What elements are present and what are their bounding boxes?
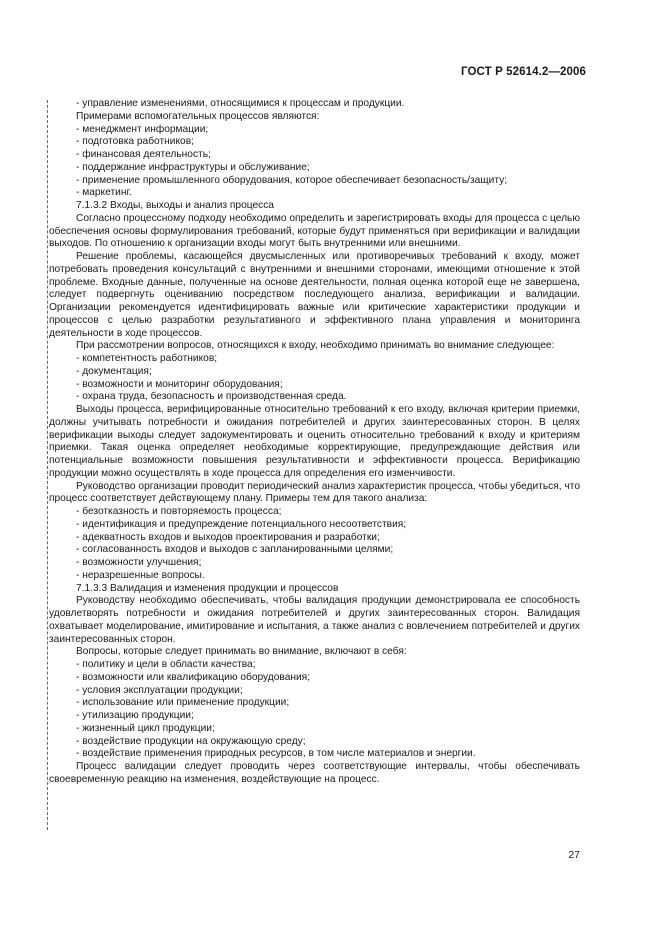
list-item: - возможности или квалификацию оборудования; [76, 671, 311, 683]
paragraph: Руководство организации проводит периодический анализ характеристик процесса, чтобы убедиться, что процесс соответствует действующему плану. Примеры тем для такого анализа: [49, 480, 580, 505]
section-heading-7-1-3-3: 7.1.3.3 Валидация и изменения продукции и процессов [76, 582, 339, 594]
paragraph: Вопросы, которые следует принимать во внимание, включают в себя: [76, 646, 407, 658]
paragraph: Руководству необходимо обеспечивать, чтобы валидация продукции демонстрировала ее способность удовлетворять потребности и ожидания потребителей и других заинтересованных сторон. Валидация охватывает моделирование, имитирование и испытания, а также анализ с вовлечением потребителей и других заинтересованных сторон. [49, 595, 580, 645]
list-item: - безотказность и повторяемость процесса; [76, 506, 282, 517]
list-item: - поддержание инфраструктуры и обслуживание; [76, 161, 310, 173]
paragraph: При рассмотрении вопросов, относящихся к входу, необходимо принимать во внимание следующее: [76, 340, 555, 352]
list-item: - применение промышленного оборудования, которое обеспечивает безопасность/защиту; [76, 174, 508, 186]
list-item: - финансовая деятельность; [76, 149, 211, 160]
section-heading-7-1-3-2: 7.1.3.2 Входы, выходы и анализ процесса [76, 200, 274, 211]
list-item: - управление изменениями, относящимися к процессам и продукции. [76, 98, 405, 109]
list-item: - воздействие продукции на окружающую среду; [76, 735, 306, 747]
list-item: - возможности и мониторинг оборудования; [76, 378, 283, 390]
paragraph: Согласно процессному подходу необходимо определить и зарегистрировать входы для процесса с целью обеспечения основы формулирования требований, которые будут применяться при верификации и валидации выходов. По отношению к организации входы могут быть внутренними или внешними. [49, 212, 580, 250]
list-item: - подготовка работников; [76, 136, 194, 148]
list-item: - компетентность работников; [76, 353, 218, 364]
revision-margin-line [47, 100, 48, 830]
document-standard-header: ГОСТ Р 52614.2—2006 [461, 66, 586, 78]
list-item: - использование или применение продукции; [76, 697, 290, 709]
paragraph: Решение проблемы, касающейся двусмысленных или противоречивых требований к входу, может потребовать проведения консультаций с внутренними и внешними сторонами, имеющими отношение к этой проблеме. Входные данные, полученные на основе деятельности, полная оценка которой еще не завершена, следует подвергнуть оцениванию посредством последующего анализа, верификации и валидации. Организации рекомендуется идентифицировать важные или критические характеристики продукции и процессов с целью разработки результативного и эффективного плана управления и мониторинга деятельности в ходе процессов. [49, 251, 580, 339]
list-item: - менеджмент информации; [76, 123, 209, 135]
list-item: - неразрешенные вопросы. [76, 569, 205, 581]
page-body [49, 98, 580, 787]
list-item: - жизненный цикл продукции; [76, 722, 215, 734]
list-item: - согласованность входов и выходов с запланированными целями; [76, 544, 394, 556]
list-item: - условия эксплуатации продукции; [76, 684, 243, 696]
list-item: - политику и цели в области качества; [76, 659, 256, 670]
paragraph: Процесс валидации следует проводить через соответствующие интервалы, чтобы обеспечивать своевременную реакцию на изменения, воздействующие на процесс. [49, 761, 580, 785]
list-item: - возможности улучшения; [76, 557, 202, 568]
page-number: 27 [568, 849, 580, 861]
list-item: - адекватность входов и выходов проектирования и разработки; [76, 531, 380, 543]
list-item: - идентификация и предупреждение потенциального несоответствия; [76, 518, 407, 530]
list-item: - охрана труда, безопасность и производственная среда. [76, 391, 347, 403]
support-processes-intro: Примерами вспомогательных процессов являются: [76, 110, 320, 122]
list-item: - утилизацию продукции; [76, 710, 194, 721]
list-item: - документация; [76, 365, 152, 377]
list-item: - маркетинг. [76, 187, 132, 199]
paragraph: Выходы процесса, верифицированные относительно требований к его входу, включая критерии приемки, должны учитывать потребности и ожидания потребителей и других заинтересованных сторон. В целях верификации выходы следует задокументировать и оценить относительно требований к входу и критериям приемки. Такая оценка определяет необходимые корректирующие, предупреждающие действия или потенциальные возможности повышения результативности и эффективности процесса. Верификацию продукции можно осуществлять в ходе процесса для определения его изменчивости. [49, 404, 580, 479]
list-item: - воздействие применения природных ресурсов, в том числе материалов и энергии. [76, 748, 476, 760]
